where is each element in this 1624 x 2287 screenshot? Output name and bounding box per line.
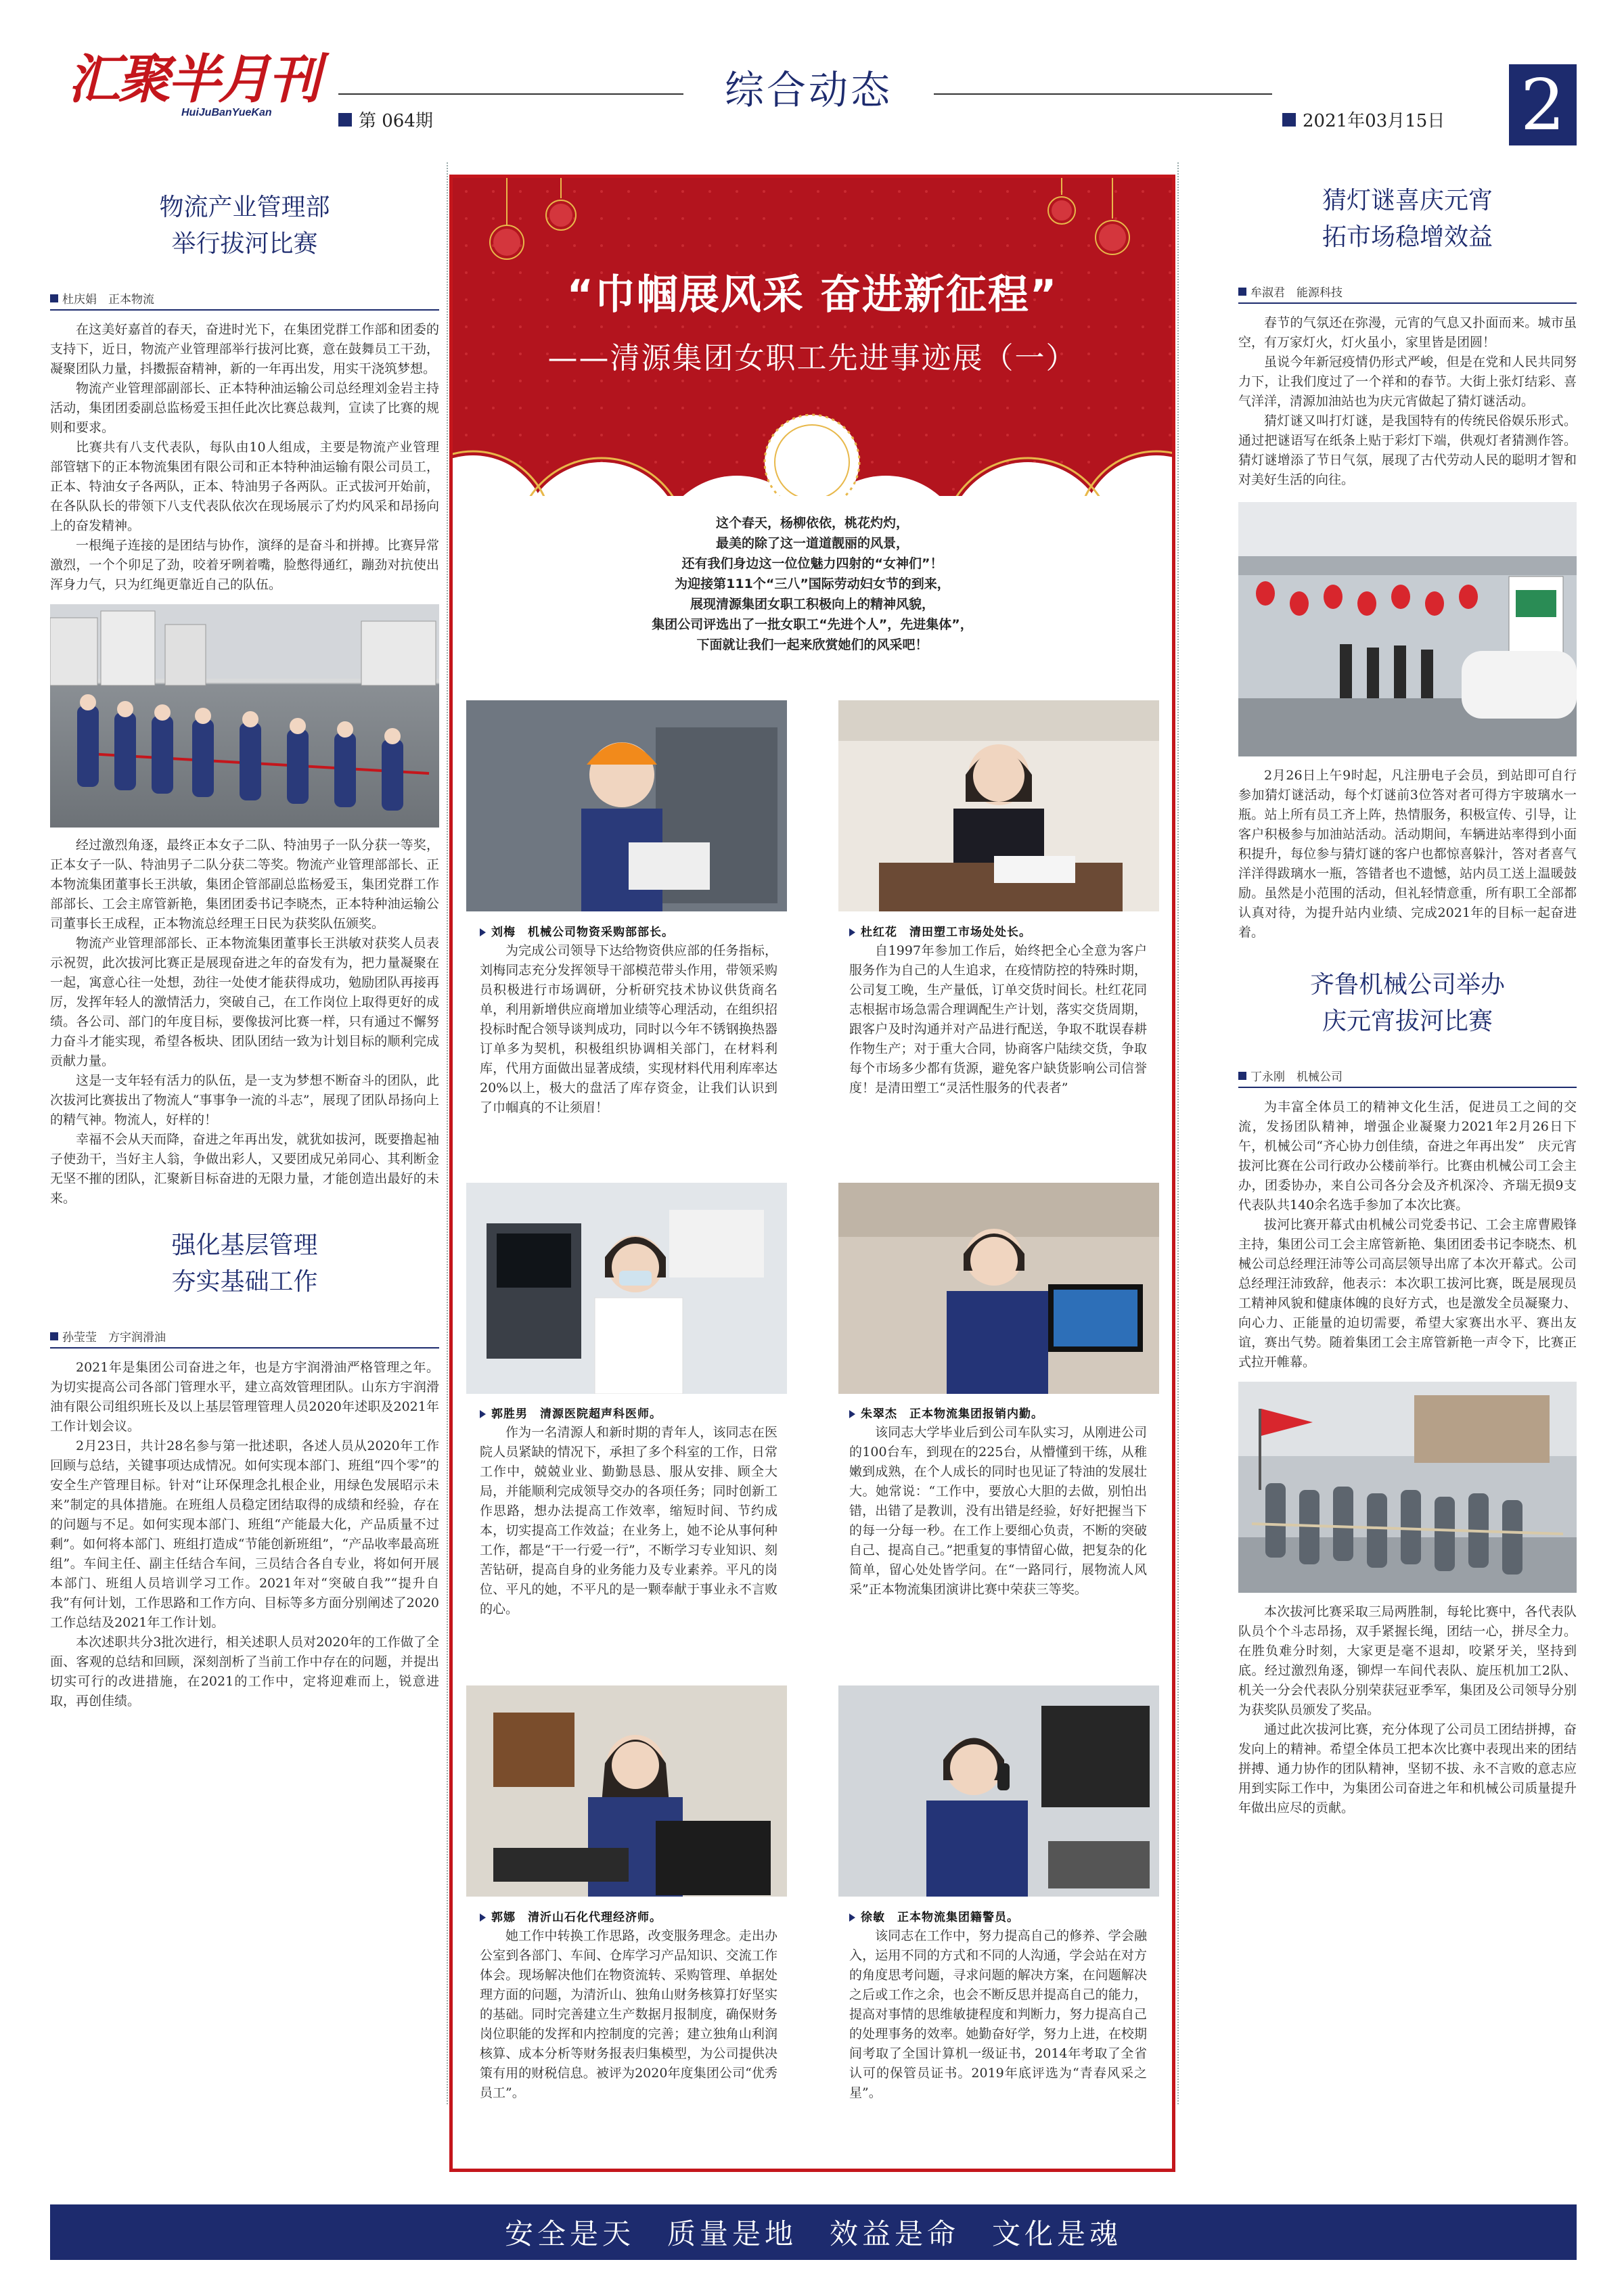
title-line: 强化基层管理 (171, 1231, 318, 1259)
feature-subtitle: ——清源集团女职工先进事迹展（一） (547, 341, 1077, 376)
paragraph: 经过激烈角逐，最终正本女子二队、特油男子一队分获一等奖，正本女子一队、特油男子二队分获二等奖。物流产业管理部部长、正本物流集团董事长王洪敏，集团企管部副总监杨爱玉，集团党群工作部部长、工会主席管新艳，集团团委书记李晓杰，正本特种油运输公司董事长王成程，正本物流总经理王日民为获奖队伍颁奖。 (50, 838, 439, 931)
footer-slogan: 安全是天 质量是地 效益是命 文化是魂 (504, 2217, 1122, 2250)
paragraph: 在这美好嘉首的春天，奋进时光下，在集团党群工作部和团委的支持下，近日，物流产业管理部举行拔河比赛，意在鼓舞员工干劲，凝聚团队力量，抖擞振奋精神，新的一年再出发，用实干浇筑梦想。 (50, 322, 439, 376)
tug-of-war-illustration (50, 604, 439, 828)
profile-text (849, 1423, 1147, 1600)
title-line: 物流产业管理部 (159, 194, 330, 221)
intro-line: 最美的除了这一道道靓丽的风景， (715, 536, 909, 551)
page-number: 2 (1520, 64, 1566, 146)
issue-label (338, 107, 433, 132)
date-label (1282, 107, 1445, 132)
byline (50, 1328, 439, 1344)
byline-text: 牟淑君 能源科技 (1250, 286, 1343, 300)
masthead-rule-right (934, 93, 1272, 95)
byline-text: 孙莹莹 方宇润滑油 (62, 1331, 166, 1344)
article-body (1238, 1097, 1590, 1372)
article-body (50, 320, 439, 595)
title-line: 夯实基础工作 (171, 1268, 318, 1296)
paragraph: 通过此次拔河比赛，充分体现了公司员工团结拼搏，奋发向上的精神。希望全体员工把本次比赛中表现出来的团结拼搏、通力协作的团队精神，坚韧不拔、永不言败的意志应用到实际工作中，为集团公司奋进之年和机械公司质量提升年做出应尽的贡献。 (1238, 1722, 1577, 1815)
issue-date: 2021年03月15日 (1303, 111, 1445, 131)
paragraph: 物流产业管理部副部长、正本特种油运输公司总经理刘金岩主持活动，集团团委副总监杨爱玉担任此次比赛总裁判，宣读了比赛的规则和要求。 (50, 381, 439, 435)
paragraph: 作为一名清源人和新时期的青年人，该同志在医院人员紧缺的情况下，承担了多个科室的工作，日常工作中，兢兢业业、勤勤恳恳、服从安排、顾全大局，并能顺利完成领导交办的各项任务；同时创新工作思路，想办法提高工作效率，缩短时间、节约成本，切实提高工作效益；在业务上，她不论从事何种工作，都是“干一行爱一行”，不断学习专业知识、刻苦钻研，提高自身的业务能力及专业素养。平凡的岗位、平凡的她，不平凡的是一颗奉献于事业永不言败的心。 (480, 1425, 777, 1616)
caption-text: 刘梅 机械公司物资采购部部长。 (491, 926, 674, 939)
profile-photo-6 (838, 1685, 1159, 1897)
paragraph: 2月26日上午9时起，凡注册电子会员，到站即可自行参加猜灯谜活动，每个灯谜前3位答对者可得方宇玻璃水一瓶。站上所有员工齐上阵，热情服务，积极宣传、引导，让客户积极参与加油站活动。活动期间，车辆进站率得到小面积提升，每位参与猜灯谜的客户也都惊喜躲汁，答对者喜气洋洋得跋璃水一瓶，答错者也不遗憾，站内员工送上温暖鼓励。虽然是小范围的活动，但礼轻情意重，所有职工全部都认真对待，为提升站内业绩、完成2021年的目标一起奋进着。 (1238, 768, 1577, 940)
feature-frame (449, 175, 1175, 2172)
paragraph: 拔河比赛开幕式由机械公司党委书记、工会主席曹殿锋主持，集团公司工会主席管新艳、集团团委书记李晓杰、机械公司总经理汪沛等公司高层领导出席了本次开幕式。公司总经理汪沛致辞，他表示：本次职工拔河比赛，既是展现员工精神风貌和健康体魄的良好方式，也是激发全员凝聚力、向心力、正能量的迫切需要，希望大家赛出水平、赛出友谊，赛出气势。随着集团工会主席管新艳一声令下，比赛正式拉开帷幕。 (1238, 1217, 1577, 1369)
caption-text: 朱翠杰 正本物流集团报销内勤。 (861, 1407, 1043, 1421)
title-line: 齐鲁机械公司举办 (1309, 971, 1505, 999)
byline (1238, 1067, 1577, 1084)
paragraph: 比赛共有八支代表队，每队由10人组成，主要是物流产业管理部管辖下的正本物流集团有限公司和正本特种油运输有限公司员工，正本、特油女子各两队，正本、特油男子各两队。正式拔河开始前，在各队队长的带领下八支代表队依次在现场展示了灼灼风采和昂扬向上的奋发精神。 (50, 440, 439, 533)
byline-rule (1238, 1087, 1577, 1088)
left-column (50, 156, 439, 2199)
column-divider (447, 162, 448, 2104)
profile-caption (849, 1404, 1147, 1421)
article-title (50, 189, 439, 263)
logo-subtitle: HuiJuBanYueKan (181, 107, 272, 118)
paragraph: 猜灯谜又叫打灯谜，是我国特有的传统民俗娱乐形式。通过把谜语写在纸条上贴于彩灯下端，供观灯者猜测作答。猜灯谜增添了节日气氛，展现了古代劳动人民的聪明才智和对美好生活的向往。 (1238, 413, 1577, 487)
masthead-rule-left (338, 93, 683, 95)
paragraph: 春节的气氛还在弥漫，元宵的气息又扑面而来。城市虽空，有万家灯火，灯火虽小，家里皆是团圆！ (1238, 315, 1577, 350)
paragraph: 为丰富全体员工的精神文化生活，促进员工之间的交流，发扬团队精神，增强企业凝聚力2021年2月26日下午，机械公司“齐心协力创佳绩，奋进之年再出发” 庆元宵拔河比赛在公司行政办公楼前举行。比赛由机械公司工会主 办，团委协办，来自公司各分会及齐机深冷、齐瑞无损9支代表队共140余名选手参加了本次比赛。 (1238, 1100, 1590, 1213)
profile-caption (849, 922, 1147, 939)
profile-text (849, 941, 1147, 1098)
intro-line: 展现清源集团女职工积极向上的精神风貌， (690, 597, 934, 612)
article-body-continued (50, 836, 439, 1208)
caption-text: 郭胜男 清源医院超声科医师。 (491, 1407, 662, 1421)
logo (68, 47, 352, 135)
paragraph: 这是一支年轻有活力的队伍，是一支为梦想不断奋斗的团队，此次拔河比赛拔出了物流人“事事争一流的斗志”，展现了团队昂扬向上的精气神。物流人，好样的！ (50, 1073, 439, 1127)
profile-photo-5 (466, 1685, 787, 1897)
caption-text: 杜红花 清田塑工市场处处长。 (861, 926, 1031, 939)
title-line: 举行拔河比赛 (171, 230, 318, 258)
tug-of-war-illustration (1238, 1382, 1577, 1593)
logo-text: 汇聚半月刊 (68, 49, 319, 110)
article-body (50, 1358, 439, 1711)
paragraph: 该同志在工作中，努力提高自己的修养、学会融入，运用不同的方式和不同的人沟通，学会站在对方的角度思考问题，寻求问题的解决方案，在问题解决之后或工作之余，也会不断反思并提高自己的能力，提高对事情的思维敏捷程度和判断力，努力提高自己的处理事务的效率。她勤奋好学，努力上进，在校期间考取了全国计算机一级证书，2014年考取了全省认可的保管员证书。2019年底评选为“青春风采之星”。 (849, 1928, 1147, 2100)
paragraph: 虽说今年新冠疫情仍形式严峻，但是在党和人民共同努力下，让我们度过了一个祥和的春节。大街上张灯结彩、喜气洋洋，清源加油站也为庆元宵做起了猜灯谜活动。 (1238, 355, 1577, 409)
machinery-tug-photo (1238, 1382, 1577, 1593)
article-title (1238, 183, 1577, 256)
profile-photo-3 (466, 1183, 787, 1394)
profile-text (480, 1926, 777, 2103)
lantern-riddle-photo (1238, 502, 1577, 756)
caption-text: 郭娜 清沂山石化代理经济师。 (491, 1911, 662, 1924)
intro-line: 下面就让我们一起来欣赏她们的风采吧！ (696, 637, 928, 652)
profile-caption (480, 1404, 777, 1421)
article-title (1238, 967, 1577, 1040)
profile-caption (480, 1907, 777, 1924)
paragraph: 自1997年参加工作后，始终把全心全意为客户服务作为自己的人生追求，在疫情防控的特殊时期，公司复工晚，生产量低，订单交货时间长。杜红花同志根据市场急需合理调配生产计划，落实交货周期，跟客户及时沟通并对产品进行配送，争取不耽误春耕作物生产；对于重大合同，协商客户陆续交货，争取每个市场多少都有货源，避免客户缺货影响公司信誉度！是清田塑工“灵活性服务的代表者” (849, 943, 1147, 1095)
article-body (1238, 313, 1577, 490)
right-column (1238, 156, 1590, 2199)
issue-number: 第 064期 (359, 111, 433, 131)
caption-text: 徐敏 正本物流集团籍警员。 (861, 1911, 1019, 1924)
profile-caption (849, 1907, 1147, 1924)
byline-rule (50, 1347, 439, 1349)
page-number-box (1509, 64, 1577, 145)
footer-bar (50, 2204, 1577, 2260)
paragraph: 本次拔河比赛采取三局两胜制，每轮比赛中，各代表队队员个个斗志昂扬，双手紧握长绳，团结一心，拼尽全力。在胜负难分时刻，大家更是毫不退却，咬紧牙关，坚持到底。经过激烈角逐，铆焊一车间代表队、旋压机加工2队、机关一分会代表队分别荣获冠亚季军，集团及公司领导分别为获奖队员颁发了奖品。 (1238, 1604, 1577, 1717)
profile-text (480, 1423, 777, 1619)
title-line: 庆元宵拔河比赛 (1322, 1007, 1493, 1035)
paragraph: 为完成公司领导下达给物资供应部的任务指标，刘梅同志充分发挥领导干部模范带头作用，带领采购员积极进行市场调研，分析研究技术协议供货商名单，利用新增供应商增加业绩等心理活动，在组织招投标时配合领导谈判成功，同时以今年不锈钢换热器订单多为契机，积极组织协调相关部门，在材料利库，代用方面做出显著成绩，实现材料代用利库率达20%以上，极大的盘活了库存资金，让我们认识到了巾帼真的不让须眉！ (480, 943, 777, 1115)
intro-line: 还有我们身边这一位位魅力四射的“女神们”！ (681, 556, 943, 571)
title-line: 拓市场稳增效益 (1322, 223, 1493, 251)
intro-line: 这个春天，杨柳依依，桃花灼灼， (715, 516, 909, 530)
title-line: 猜灯谜喜庆元宵 (1322, 187, 1493, 214)
paragraph: 幸福不会从天而降，奋进之年再出发，就犹如拔河，既要撸起袖子使劲干，当好主人翁，争做出彩人，又要团成兄弟同心、其利断金无坚不摧的团队，汇聚新目标奋进的无限力量，才能创造出最好的未来。 (50, 1132, 439, 1206)
profile-caption (480, 922, 777, 939)
intro-line: 为迎接第111个“三八”国际劳动妇女节的到来， (675, 576, 950, 591)
byline-rule (50, 309, 439, 311)
byline-rule (1238, 302, 1577, 304)
paragraph: 本次述职共分3批次进行，相关述职人员对2020年的工作做了全面、客观的总结和回顾，深刻剖析了当前工作中存在的问题，并提出切实可行的改进措施，在2021的工作中，定将迎难而上，锐意进取，再创佳绩。 (50, 1635, 439, 1708)
byline-text: 杜庆娟 正本物流 (62, 293, 154, 307)
profile-photo-2 (838, 700, 1159, 911)
paragraph: 2021年是集团公司奋进之年，也是方宇润滑油严格管理之年。为切实提高公司各部门管理水平，建立高效管理团队。山东方宇润滑油有限公司组织班长及以上基层管理管理人员2020年述职及2021年工作计划会议。 (50, 1360, 439, 1434)
profile-photo-1 (466, 700, 787, 911)
column-divider (1177, 162, 1179, 2104)
paragraph: 一根绳子连接的是团结与协作，演绎的是奋斗和拼搏。比赛异常激烈，一个个卯足了劲，咬着牙咧着嘴，脸憋得通红，蹦劲对抗使出浑身力气，只为红绳更靠近自己的队伍。 (50, 538, 439, 592)
article-title (50, 1227, 439, 1300)
byline (50, 290, 439, 307)
profile-photo-4 (838, 1183, 1159, 1394)
profile-text (849, 1926, 1147, 2103)
feature-banner (453, 178, 1172, 496)
section-title: 综合动态 (724, 67, 893, 113)
gas-station-illustration (1238, 502, 1577, 756)
paragraph: 2月23日，共计28名参与第一批述职，各述人员从2020年工作回顾与总结，关键事项达成情况。如何实现本部门、班组“四个零”的安全生产管理目标。针对“让环保理念扎根企业，用绿色发展昭示未来”制定的具体措施。在班组人员稳定团结取得的成绩和经验，存在的问题与不足。如何实现本部门、班组“产能最大化，产品质量不过剩”。如何将本部门、班组打造成“节能创新班组”，“产品收率最高班组”。车间主任、副主任结合车间，三员结合各自专业，将如何开展本部门、班组人员培训学习工作。2021年对“突破自我”“提升自我”有何计划，工作思路和工作方向、目标等多方面分别阐述了2020工作总结及2021年工作计划。 (50, 1439, 439, 1630)
feature-title: “巾帼展风采 奋进新征程” (566, 271, 1058, 319)
profile-text (480, 941, 777, 1118)
paragraph: 该同志大学毕业后到公司车队实习，从刚进公司的100台车，到现在的225台，从懵懂到干练，从稚嫩到成熟，在个人成长的同时也见证了特油的发展壮大。她常说：“工作中，要放心大胆的去做，别怕出错，出错了是教训，没有出错是经验，好好把握当下的每一分每一秒。在工作上要细心负责，不断的突破自己、提高自己。”把重复的事情留心做，把复杂的化简单，留心处处皆学问。在“一路同行，展物流人风采”正本物流集团演讲比赛中荣获三等奖。 (849, 1425, 1147, 1597)
article-body-continued (1238, 766, 1577, 943)
paragraph: 物流产业管理部部长、正本物流集团董事长王洪敏对获奖人员表示祝贺，此次拔河比赛正是展现奋进之年的奋发有为，把力量凝聚在一起，寓意心往一处想，劲往一处使才能获得成功，勉励团队再接再厉，发挥年轻人的激情活力，突破自己，在工作岗位上取得更好的成绩。各公司、部门的年度目标，要像拔河比赛一样，只有通过不懈努力奋斗才能实现，希望各板块、团队团结一致为计划目标的顺利完成贡献力量。 (50, 936, 439, 1068)
byline (1238, 283, 1577, 300)
intro-line: 集团公司评选出了一批女职工“先进个人”，先进集体”， (652, 617, 973, 632)
byline-text: 丁永刚 机械公司 (1250, 1070, 1343, 1084)
paragraph: 她工作中转换工作思路，改变服务理念。走出办公室到各部门、车间、仓库学习产品知识、交流工作体会。现场解决他们在物资流转、采购管理、单据处理方面的问题，为清沂山、独角山财务核算打好坚实的基础。同时完善建立生产数据月报制度，确保财务岗位职能的发挥和内控制度的完善；建立独角山利润核算、成本分析等财务报表归集模型，为公司提供决策有用的财税信息。被评为2020年度集团公司“优秀员工”。 (480, 1928, 777, 2100)
article-body-continued (1238, 1602, 1577, 1818)
masthead (0, 0, 1624, 149)
tug-of-war-photo (50, 604, 439, 828)
feature-intro (453, 513, 1172, 655)
